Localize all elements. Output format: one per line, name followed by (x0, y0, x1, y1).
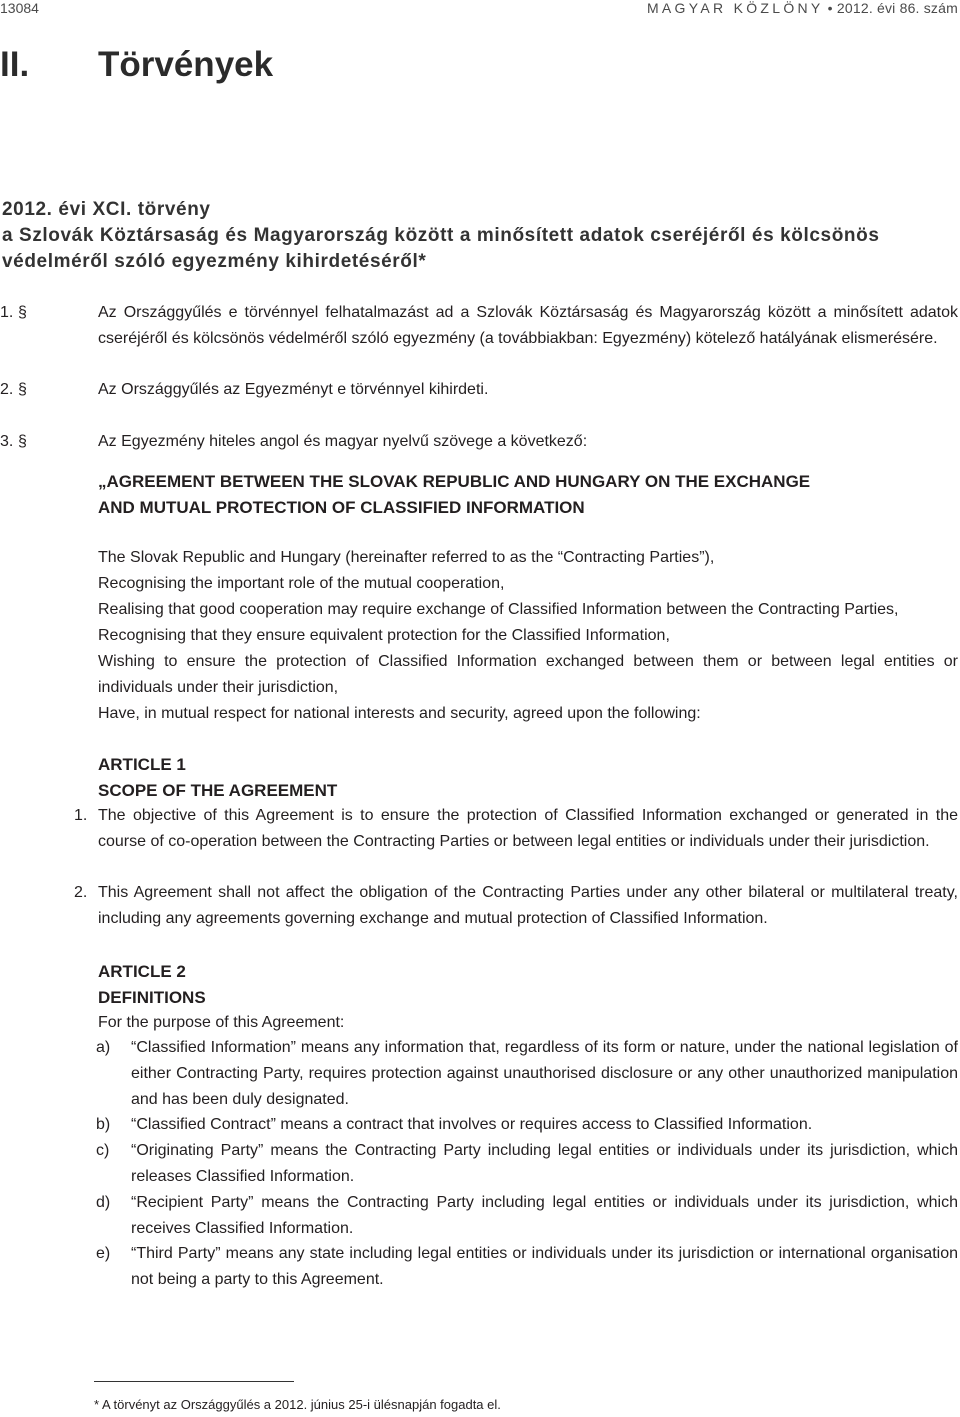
definition-a-letter: a) (96, 1039, 111, 1056)
definition-c-letter: c) (96, 1142, 110, 1159)
paragraph-3-mark: § (18, 433, 27, 450)
article-2-label: ARTICLE 2 (98, 962, 186, 981)
article-1-item-1-number: 1. (74, 807, 88, 824)
preamble-line-6: Have, in mutual respect for national interests and security, agreed upon the following: (98, 705, 701, 722)
paragraph-3-number: 3. (0, 433, 14, 450)
preamble-line-2: Recognising the important role of the mutual cooperation, (98, 575, 505, 592)
preamble-line-1: The Slovak Republic and Hungary (hereinafter referred to as the “Contracting Parties”), (98, 549, 715, 566)
definition-e-text: “Third Party” means any state including legal entities or individuals under its jurisdiction or international organisation not being a party to this Agreement. (131, 1245, 958, 1288)
law-title-line-2: a Szlovák Köztársaság és Magyarország között a minősített adatok cseréjéről és kölcsönös (2, 225, 880, 246)
paragraph-1-mark: § (18, 304, 27, 321)
section-number: II. (0, 45, 30, 84)
law-title-line-3: védelméről szóló egyezmény kihirdetéséről* (2, 251, 427, 272)
article-1-item-2-text: This Agreement shall not affect the obligation of the Contracting Parties under any other bilateral or multilateral treaty, including any agreements governing exchange and mutual protection of Classified Information. (98, 884, 958, 927)
page-number: 13084 (0, 0, 39, 16)
article-1-title: SCOPE OF THE AGREEMENT (98, 781, 338, 800)
paragraph-1-number: 1. (0, 304, 14, 321)
definition-d-letter: d) (96, 1194, 111, 1211)
paragraph-2-mark: § (18, 381, 27, 398)
paragraph-1-line-2: cseréjéről és kölcsönös védelméről szóló egyezmény (a továbbiakban: Egyezmény) kötelező hatályának elismerésére. (98, 330, 938, 347)
article-1-label: ARTICLE 1 (98, 755, 186, 774)
paragraph-2-text: Az Országgyűlés az Egyezményt e törvénnyel kihirdeti. (98, 381, 489, 398)
paragraph-1-line-1: Az Országgyűlés e törvénnyel felhatalmazást ad a Szlovák Köztársaság és Magyarország között a minősített adatok (98, 304, 958, 321)
journal-name: MAGYAR KÖZLÖNY (646, 0, 824, 16)
bullet-separator: • (827, 0, 833, 16)
definition-c-text: “Originating Party” means the Contracting Party including legal entities or individuals under its jurisdiction, which releases Classified Information. (131, 1142, 958, 1185)
running-header (647, 0, 958, 16)
paragraph-3-text: Az Egyezmény hiteles angol és magyar nyelvű szövege a következő: (98, 433, 588, 450)
footnote: * A törvényt az Országgyűlés a 2012. június 25-i ülésnapján fogadta el. (94, 1397, 501, 1412)
definition-b-text: “Classified Contract” means a contract that involves or requires access to Classified Information. (131, 1116, 813, 1133)
agreement-title-line-2: AND MUTUAL PROTECTION OF CLASSIFIED INFORMATION (98, 498, 585, 517)
footnote-divider (94, 1381, 294, 1382)
preamble-line-4: Recognising that they ensure equivalent protection for the Classified Information, (98, 627, 670, 644)
law-title-line-1: 2012. évi XCI. törvény (2, 199, 211, 220)
definition-b-letter: b) (96, 1116, 111, 1133)
agreement-title-line-1: „AGREEMENT BETWEEN THE SLOVAK REPUBLIC AND HUNGARY ON THE EXCHANGE (98, 472, 811, 491)
definition-a-text: “Classified Information” means any information that, regardless of its form or nature, under the national legislation of either Contracting Party, requires protection against unauthorised disclosure or any other unauthorized manipulation and has been duly designated. (131, 1039, 958, 1108)
definition-e-letter: e) (96, 1245, 111, 1262)
preamble-line-5: Wishing to ensure the protection of Classified Information exchanged between them or between legal entities or individuals under their jurisdiction, (98, 653, 958, 696)
section-title: Törvények (98, 45, 274, 84)
article-2-title: DEFINITIONS (98, 988, 206, 1007)
article-1-item-2-number: 2. (74, 884, 88, 901)
definition-d-text: “Recipient Party” means the Contracting Party including legal entities or individuals under its jurisdiction, which receives Classified Information. (131, 1194, 958, 1237)
article-1-item-1-text: The objective of this Agreement is to ensure the protection of Classified Information exchanged or generated in the course of co-operation between the Contracting Parties or between legal entities or individuals under their jurisdiction. (98, 807, 958, 850)
paragraph-2-number: 2. (0, 381, 14, 398)
article-2-intro: For the purpose of this Agreement: (98, 1014, 345, 1031)
issue-label: 2012. évi 86. szám (836, 0, 958, 16)
preamble-line-3: Realising that good cooperation may require exchange of Classified Information between the Contracting Parties, (98, 601, 899, 618)
